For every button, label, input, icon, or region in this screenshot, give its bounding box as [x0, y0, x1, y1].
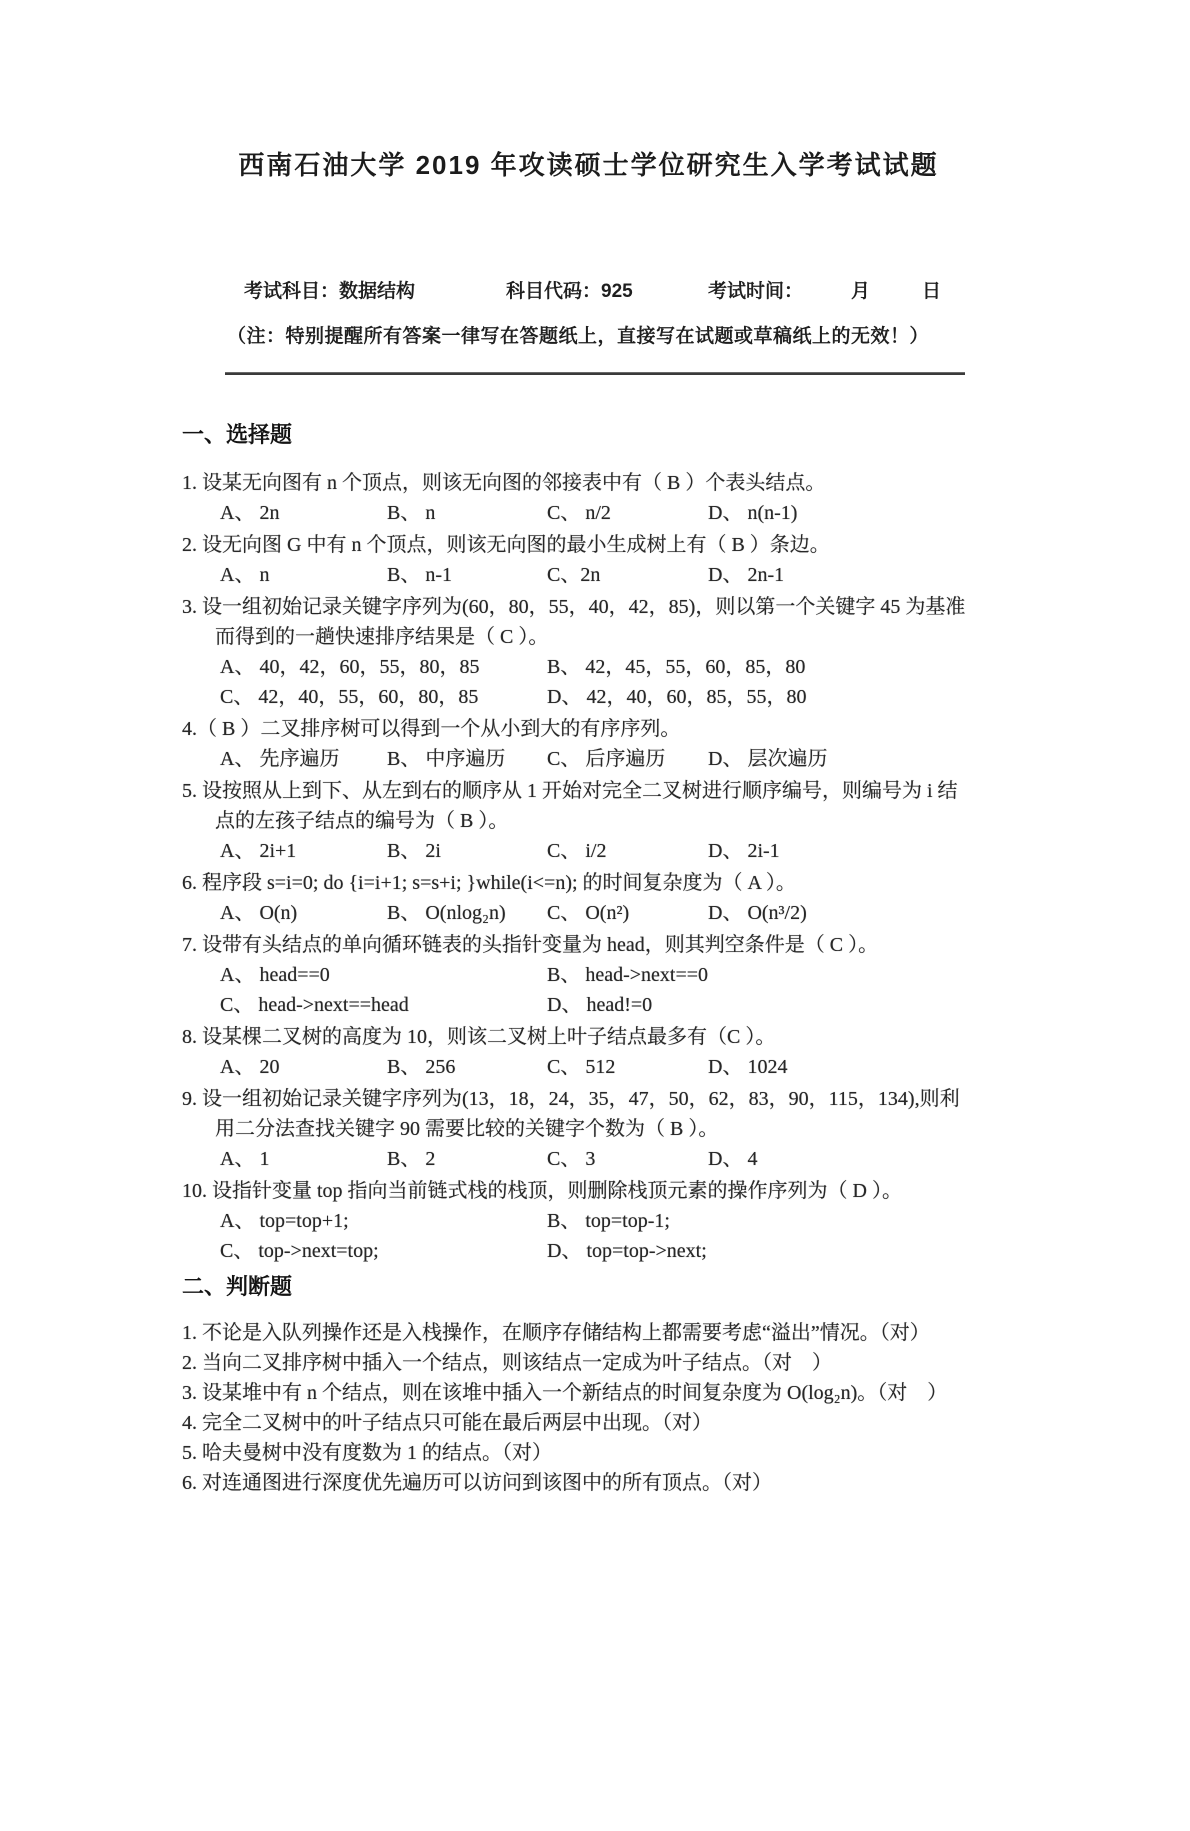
option-c: C、 head->next==head — [220, 994, 409, 1016]
judge-item-6: 6. 对连通图进行深度优先遍历可以访问到该图中的所有顶点。（对） — [182, 1472, 772, 1494]
exam-subject-code: 科目代码：925 — [506, 281, 633, 302]
option-row — [182, 560, 1010, 590]
option-c: C、 42，40，55，60，80，85 — [220, 686, 479, 708]
choice-question-10 — [182, 1176, 1010, 1266]
choice-question-5 — [182, 776, 1010, 866]
exam-day-blank: 日 — [922, 281, 942, 302]
judge-item-2: 2. 当向二叉排序树中插入一个结点，则该结点一定成为叶子结点。（对 ） — [182, 1352, 832, 1374]
option-c: C、2n — [547, 564, 601, 586]
option-row — [182, 1052, 1010, 1082]
option-c: C、 3 — [547, 1148, 596, 1170]
exam-month-blank: 月 — [851, 281, 871, 302]
option-row — [182, 990, 1010, 1020]
option-b: B、 O(nlog₂n) — [387, 902, 506, 924]
question-text-continued: 点的左孩子结点的编号为（ B ）。 — [215, 810, 509, 832]
option-d: D、 top=top->next; — [547, 1240, 707, 1262]
exam-content — [0, 148, 1010, 1498]
section-heading-choice: 一、选择题 — [182, 422, 293, 447]
option-a: A、 top=top+1; — [220, 1210, 349, 1232]
option-row — [182, 960, 1010, 990]
page-title: 西南石油大学 2019 年攻读硕士学位研究生入学考试试题 — [238, 150, 939, 180]
judge-item-1: 1. 不论是入队列操作还是入栈操作，在顺序存储结构上都需要考虑“溢出”情况。（对） — [182, 1322, 930, 1344]
option-c: C、 top->next=top; — [220, 1240, 379, 1262]
judge-item-3: 3. 设某堆中有 n 个结点，则在该堆中插入一个新结点的时间复杂度为 O(log₂n)。（对 ） — [182, 1382, 948, 1404]
question-text: 4.（ B ）二叉排序树可以得到一个从小到大的有序序列。 — [182, 718, 681, 740]
option-a: A、 20 — [220, 1056, 280, 1078]
option-d: D、 42，40，60，85，55，80 — [547, 686, 807, 708]
option-d: D、 1024 — [708, 1056, 788, 1078]
option-c: C、 512 — [547, 1056, 616, 1078]
exam-meta-row — [182, 276, 1010, 300]
option-row — [182, 1206, 1010, 1236]
option-d: D、 2i-1 — [708, 840, 780, 862]
divider-rule — [225, 372, 965, 375]
option-a: A、 2n — [220, 502, 280, 524]
choice-question-1 — [182, 468, 1010, 528]
option-b: B、 top=top-1; — [547, 1210, 670, 1232]
choice-question-6 — [182, 868, 1010, 928]
option-a: A、 40，42，60，55，80，85 — [220, 656, 480, 678]
question-text-continued: 用二分法查找关键字 90 需要比较的关键字个数为（ B ）。 — [215, 1118, 719, 1140]
option-b: B、 n — [387, 502, 436, 524]
question-text: 8. 设某棵二叉树的高度为 10，则该二叉树上叶子结点最多有（C ）。 — [182, 1026, 776, 1048]
exam-time-label: 考试时间： — [708, 281, 804, 302]
option-b: B、 head->next==0 — [547, 964, 709, 986]
question-text: 6. 程序段 s=i=0; do {i=i+1; s=s+i; }while(i<=n); 的时间复杂度为（ A ）。 — [182, 872, 796, 894]
option-row — [182, 898, 1010, 928]
option-b: B、 中序遍历 — [387, 748, 506, 770]
option-a: A、 O(n) — [220, 902, 298, 924]
exam-paper-page — [0, 148, 1190, 1831]
option-row — [182, 836, 1010, 866]
option-d: D、 n(n-1) — [708, 502, 798, 524]
exam-subject: 考试科目：数据结构 — [244, 281, 416, 302]
judge-item-5: 5. 哈夫曼树中没有度数为 1 的结点。（对） — [182, 1442, 552, 1464]
option-d: D、 head!=0 — [547, 994, 653, 1016]
question-text: 10. 设指针变量 top 指向当前链式栈的栈顶，则删除栈顶元素的操作序列为（ D ）。 — [182, 1180, 902, 1202]
option-a: A、 2i+1 — [220, 840, 297, 862]
choice-question-3 — [182, 592, 1010, 712]
option-a: A、 1 — [220, 1148, 270, 1170]
option-b: B、 2i — [387, 840, 441, 862]
question-text: 2. 设无向图 G 中有 n 个顶点，则该无向图的最小生成树上有（ B ）条边。 — [182, 534, 830, 556]
option-c: C、 O(n²) — [547, 902, 630, 924]
option-b: B、 256 — [387, 1056, 456, 1078]
choice-question-9 — [182, 1084, 1010, 1174]
question-text: 3. 设一组初始记录关键字序列为(60，80，55，40，42，85)，则以第一个关键字 45 为基准 — [182, 596, 966, 618]
option-row — [182, 682, 1010, 712]
question-text: 9. 设一组初始记录关键字序列为(13，18，24，35，47，50，62，83，90，115，134),则利 — [182, 1088, 960, 1110]
option-b: B、 n-1 — [387, 564, 452, 586]
option-c: C、 后序遍历 — [547, 748, 666, 770]
exam-note: （注：特别提醒所有答案一律写在答题纸上，直接写在试题或草稿纸上的无效！） — [227, 326, 930, 347]
option-a: A、 n — [220, 564, 270, 586]
judge-item-4: 4. 完全二叉树中的叶子结点只可能在最后两层中出现。（对） — [182, 1412, 712, 1434]
option-row — [182, 744, 1010, 774]
option-b: B、 42，45，55，60，85，80 — [547, 656, 806, 678]
option-row — [182, 1236, 1010, 1266]
option-a: A、 head==0 — [220, 964, 330, 986]
question-text: 1. 设某无向图有 n 个顶点，则该无向图的邻接表中有（ B ）个表头结点。 — [182, 472, 826, 494]
option-row — [182, 498, 1010, 528]
option-d: D、 层次遍历 — [708, 748, 828, 770]
question-text: 5. 设按照从上到下、从左到右的顺序从 1 开始对完全二叉树进行顺序编号，则编号为 i 结 — [182, 780, 958, 802]
option-row — [182, 1144, 1010, 1174]
choice-question-8 — [182, 1022, 1010, 1082]
option-a: A、 先序遍历 — [220, 748, 340, 770]
question-text-continued: 而得到的一趟快速排序结果是（ C ）。 — [215, 626, 549, 648]
option-c: C、 i/2 — [547, 840, 607, 862]
choice-question-4 — [182, 714, 1010, 774]
option-d: D、 4 — [708, 1148, 758, 1170]
choice-question-2 — [182, 530, 1010, 590]
option-d: D、 2n-1 — [708, 564, 785, 586]
option-row — [182, 652, 1010, 682]
choice-question-7 — [182, 930, 1010, 1020]
option-c: C、 n/2 — [547, 502, 611, 524]
question-text: 7. 设带有头结点的单向循环链表的头指针变量为 head，则其判空条件是（ C ）。 — [182, 934, 879, 956]
judge-section — [182, 1318, 1010, 1498]
option-b: B、 2 — [387, 1148, 436, 1170]
section-heading-judge: 二、判断题 — [182, 1274, 293, 1299]
option-d: D、 O(n³/2) — [708, 902, 807, 924]
